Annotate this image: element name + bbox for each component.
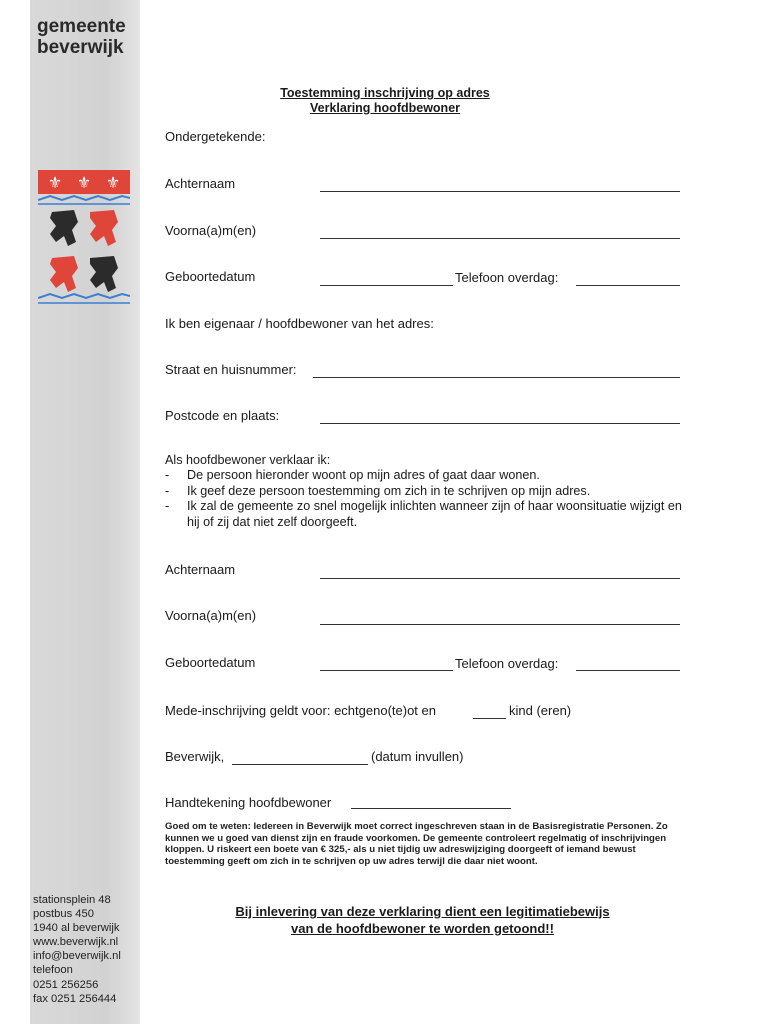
birthdate-label: Geboortedatum [165, 655, 256, 670]
document-title: Toestemming inschrijving op adres [280, 86, 490, 100]
firstnames-label: Voorna(a)m(en) [165, 223, 257, 238]
street-label: Straat en huisnummer: [165, 362, 297, 377]
signature-field[interactable] [351, 808, 511, 809]
list-item-text: De persoon hieronder woont op mijn adres of gaat daar wonen. [187, 468, 540, 483]
info-note: Goed om te weten: Iedereen in Beverwijk moet correct ingeschreven staan in de Basisregistratie Personen. Zo kunnen we u goed van dienst zijn en fraude voorkomen. De gemeente controleert regelmatig of inschrijvingen kloppen. U riskeert een boete van € 325,- als u niet tijdig uw adreswijziging doorgeeft of iemand bewust toestemming geeft om zich in te schrijven op uw adres terwijl die daar niet woont. [165, 821, 668, 867]
phone-number: 0251 256256 [33, 978, 99, 991]
brand-line-2: beverwijk [37, 37, 124, 58]
list-bullet: - [165, 483, 170, 498]
municipal-crest-icon [38, 170, 130, 310]
street-field[interactable] [313, 377, 680, 378]
postcode-label: Postcode en plaats: [165, 408, 280, 423]
address-line: stationsplein 48 [33, 894, 111, 906]
phone-label: Telefoon overdag: [455, 270, 559, 285]
notice-line-2: van de hoofdbewoner te worden getoond!! [291, 921, 554, 936]
sidebar [30, 0, 140, 1024]
brand-logo [37, 16, 126, 58]
list-item-text: Ik geef deze persoon toestemming om zich in te schrijven op mijn adres. [187, 483, 591, 498]
list-bullet: - [165, 499, 170, 514]
signature-label: Handtekening hoofdbewoner [165, 795, 332, 810]
phone-label: Telefoon overdag: [455, 656, 559, 671]
address-line: telefoon [33, 964, 73, 977]
list-bullet: - [165, 468, 170, 483]
notice-line-1: Bij inlevering van deze verklaring dient een legitimatiebewijs [235, 904, 610, 919]
firstnames-label: Voorna(a)m(en) [165, 608, 257, 623]
contact-address [33, 893, 121, 1006]
co-registration-label: Mede-inschrijving geldt voor: echtgeno(te)ot en [165, 703, 436, 718]
intro-label: Ondergetekende: [165, 129, 266, 144]
website-link[interactable]: www.beverwijk.nl [33, 936, 119, 949]
address-line: postbus 450 [33, 908, 94, 921]
firstnames-field[interactable] [320, 238, 680, 239]
fax-number: fax 0251 256444 [33, 992, 117, 1005]
brand-line-1: gemeente [37, 16, 126, 37]
list-item [165, 499, 687, 530]
declaration-intro: Als hoofdbewoner verklaar ik: [165, 453, 331, 467]
owner-statement: Ik ben eigenaar / hoofdbewoner van het adres: [165, 316, 434, 331]
firstnames-field[interactable] [320, 624, 680, 625]
email-link[interactable]: info@beverwijk.nl [33, 950, 121, 963]
birthdate-field[interactable] [320, 670, 453, 671]
lastname-field[interactable] [320, 191, 680, 192]
birthdate-label: Geboortedatum [165, 269, 256, 284]
svg-text:⚜: ⚜ [105, 173, 121, 192]
phone-field[interactable] [576, 670, 680, 671]
lastname-label: Achternaam [165, 176, 236, 191]
place-label: Beverwijk, [165, 749, 225, 764]
lastname-field[interactable] [320, 578, 680, 579]
children-count-field[interactable] [473, 718, 506, 719]
date-field[interactable] [232, 764, 368, 765]
phone-field[interactable] [576, 285, 680, 286]
svg-text:⚜: ⚜ [76, 173, 92, 192]
svg-text:⚜: ⚜ [47, 173, 63, 192]
date-hint: (datum invullen) [371, 749, 464, 764]
id-requirement-notice [165, 903, 680, 937]
list-item [165, 484, 687, 499]
list-item [165, 468, 687, 483]
co-registration-suffix: kind (eren) [509, 703, 572, 718]
postcode-field[interactable] [320, 423, 680, 424]
declaration-list [165, 453, 687, 530]
birthdate-field[interactable] [320, 285, 453, 286]
address-line: 1940 al beverwijk [33, 922, 120, 935]
lastname-label: Achternaam [165, 562, 236, 577]
document-subtitle: Verklaring hoofdbewoner [309, 101, 461, 115]
list-item-text: Ik zal de gemeente zo snel mogelijk inlichten wanneer zijn of haar woonsituatie wijzigt en hij of zij dat niet zelf doorgeeft. [187, 499, 682, 529]
